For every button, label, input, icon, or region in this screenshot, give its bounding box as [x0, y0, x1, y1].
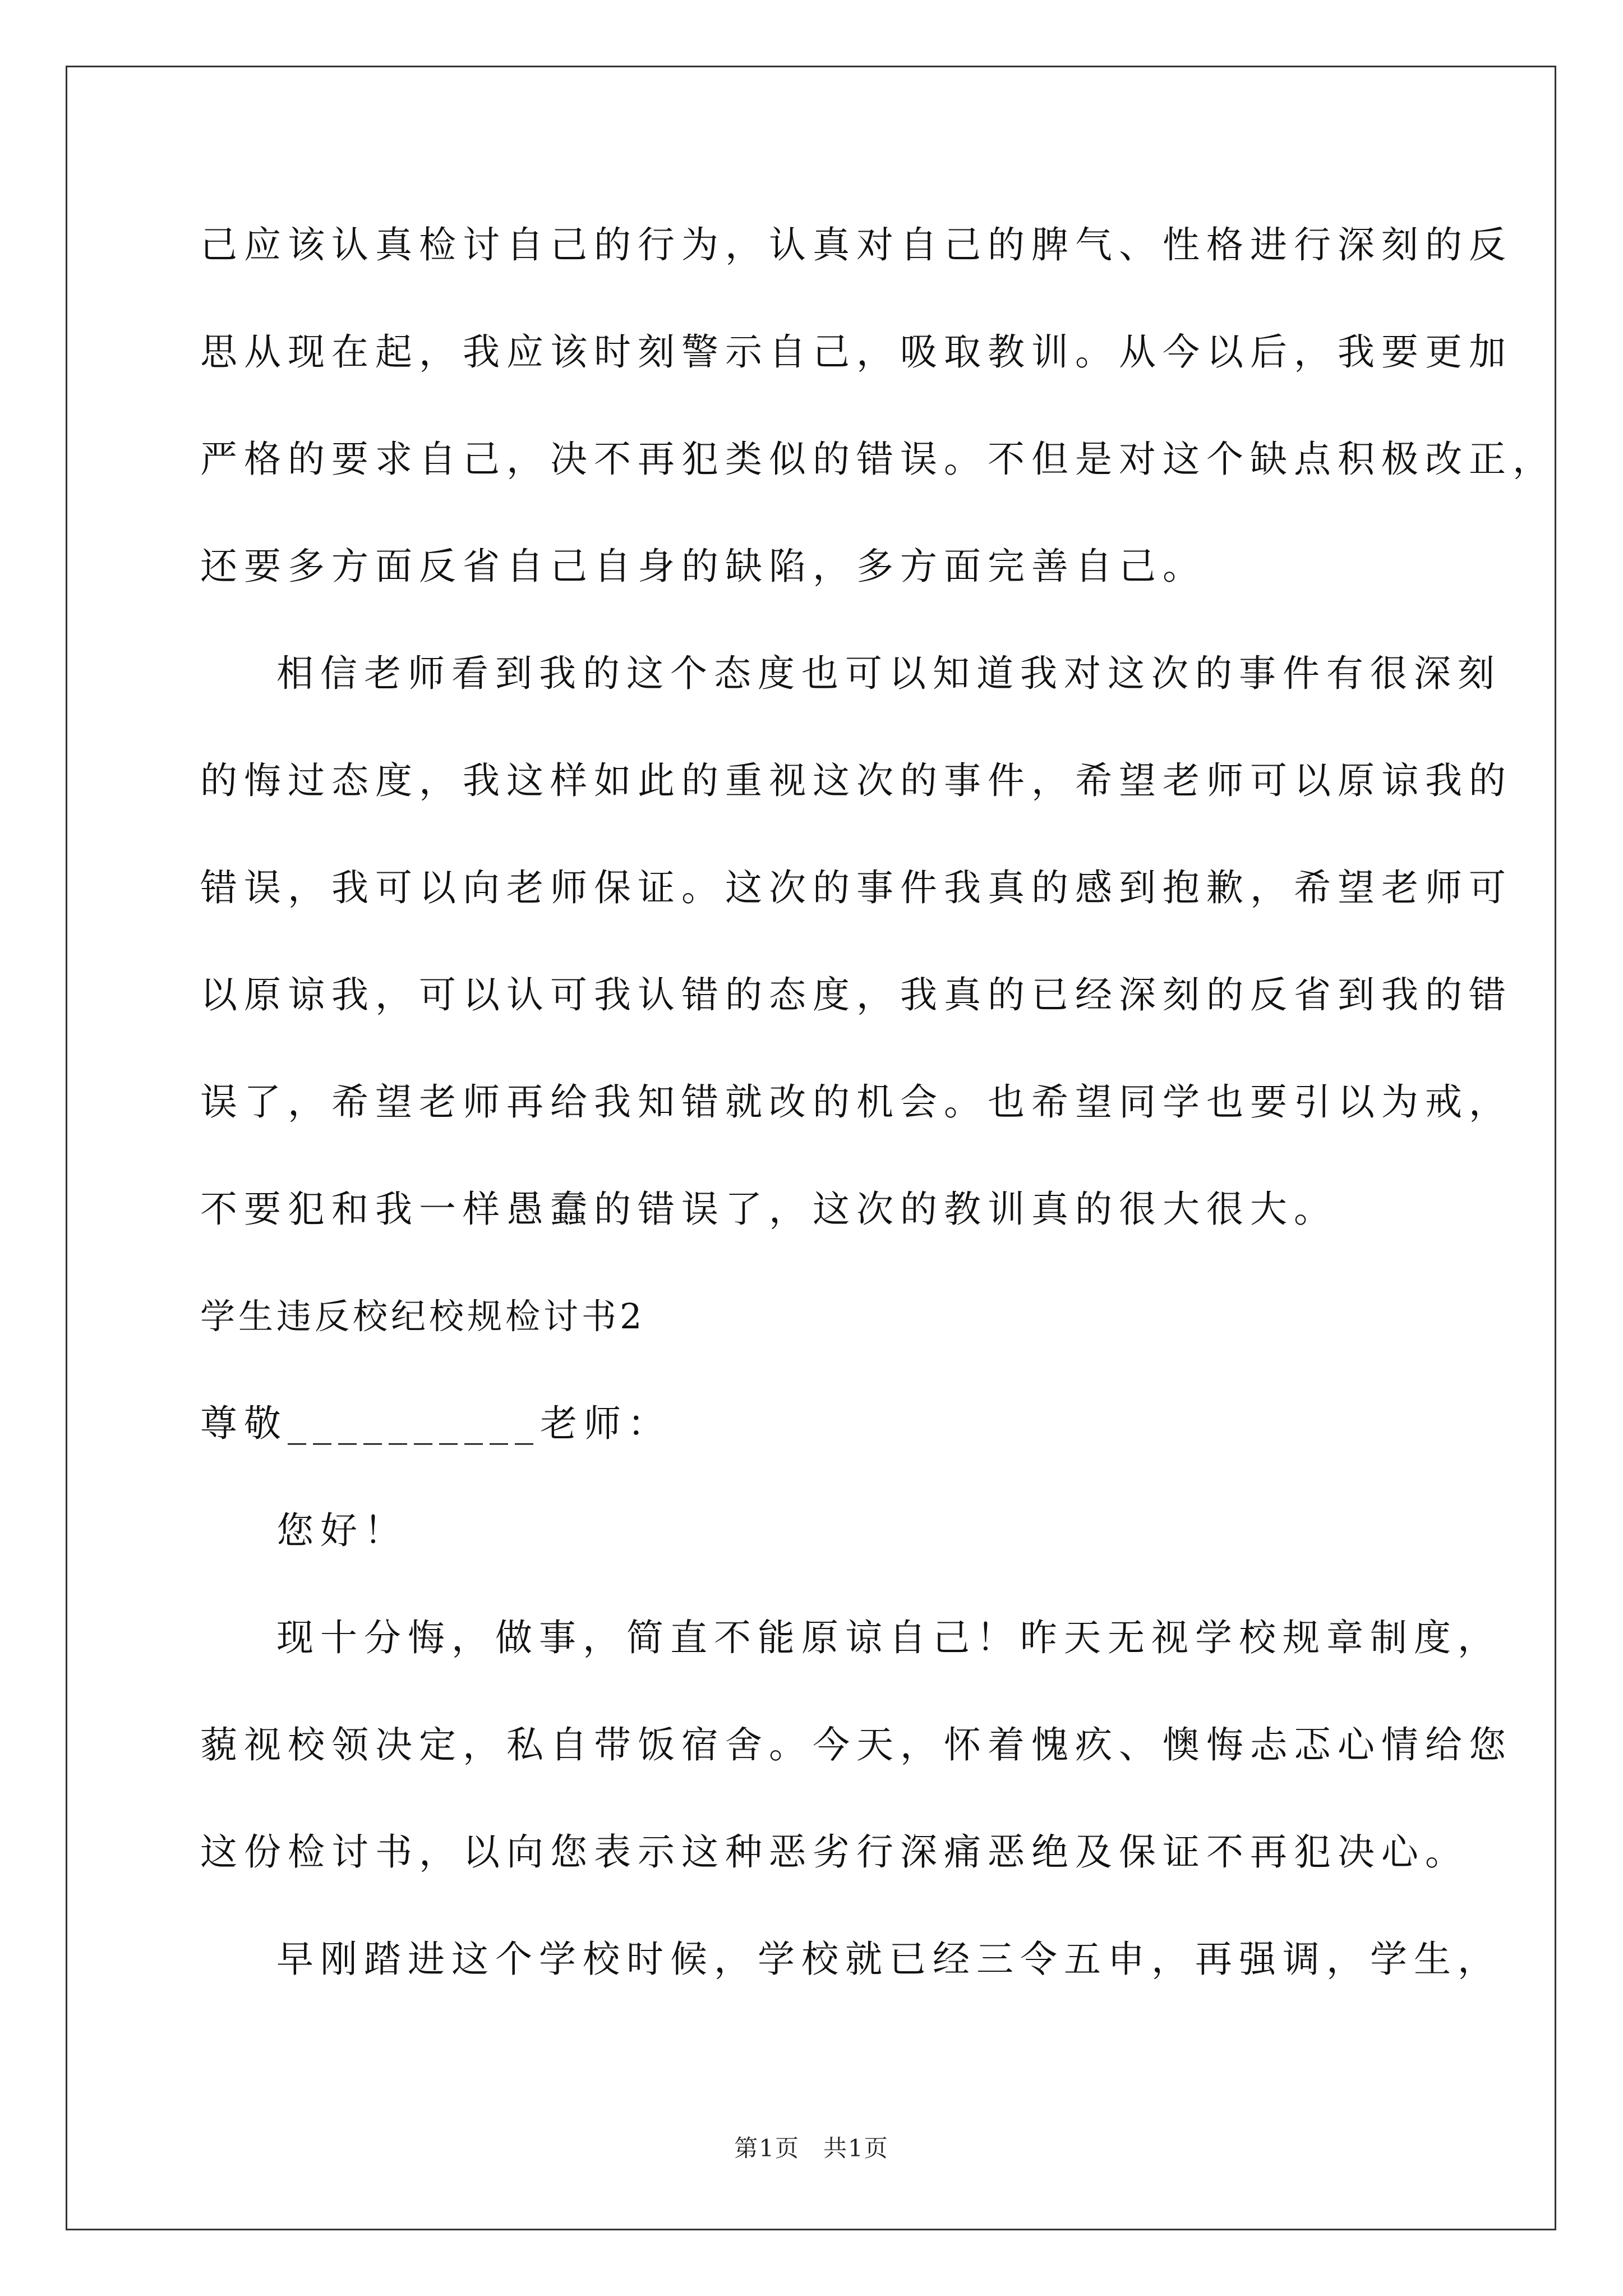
body-line-5: 相信老师看到我的这个态度也可以知道我对这次的事件有很深刻	[276, 652, 1501, 695]
body-line-10: 不要犯和我一样愚蠢的错误了，这次的教训真的很大很大。	[200, 1188, 1338, 1231]
body-line-3: 严格的要求自己，决不再犯类似的错误。不但是对这个缺点积极改正，	[200, 438, 1556, 481]
body-line-4: 还要多方面反省自己自身的缺陷，多方面完善自己。	[200, 545, 1206, 588]
section-heading: 学生违反校纪校规检讨书2	[200, 1296, 645, 1337]
page-border	[66, 66, 1556, 2230]
body-line-16: 这份检讨书，以向您表示这种恶劣行深痛恶绝及保证不再犯决心。	[200, 1830, 1469, 1874]
body-line-1: 己应该认真检讨自己的行为，认真对自己的脾气、性格进行深刻的反	[200, 223, 1513, 266]
page-number: 第1页	[734, 2134, 800, 2162]
greeting: 您好！	[276, 1509, 408, 1552]
page-footer	[0, 2130, 1623, 2164]
salutation: 尊敬__________老师：	[200, 1402, 671, 1445]
body-line-9: 误了，希望老师再给我知错就改的机会。也希望同学也要引以为戒，	[200, 1080, 1513, 1124]
body-line-8: 以原谅我，可以认可我认错的态度，我真的已经深刻的反省到我的错	[200, 973, 1513, 1016]
body-line-6: 的悔过态度，我这样如此的重视这次的事件，希望老师可以原谅我的	[200, 759, 1513, 802]
body-line-15: 藐视校领决定，私自带饭宿舍。今天，怀着愧疚、懊悔忐忑心情给您	[200, 1723, 1513, 1766]
body-line-17: 早刚踏进这个学校时候，学校就已经三令五申，再强调，学生，	[276, 1938, 1501, 1981]
body-line-14: 现十分悔，做事，简直不能原谅自己！昨天无视学校规章制度，	[276, 1616, 1501, 1659]
body-line-2: 思从现在起，我应该时刻警示自己，吸取教训。从今以后，我要更加	[200, 330, 1513, 374]
body-line-7: 错误，我可以向老师保证。这次的事件我真的感到抱歉，希望老师可	[200, 866, 1513, 909]
page-total: 共1页	[823, 2134, 889, 2162]
